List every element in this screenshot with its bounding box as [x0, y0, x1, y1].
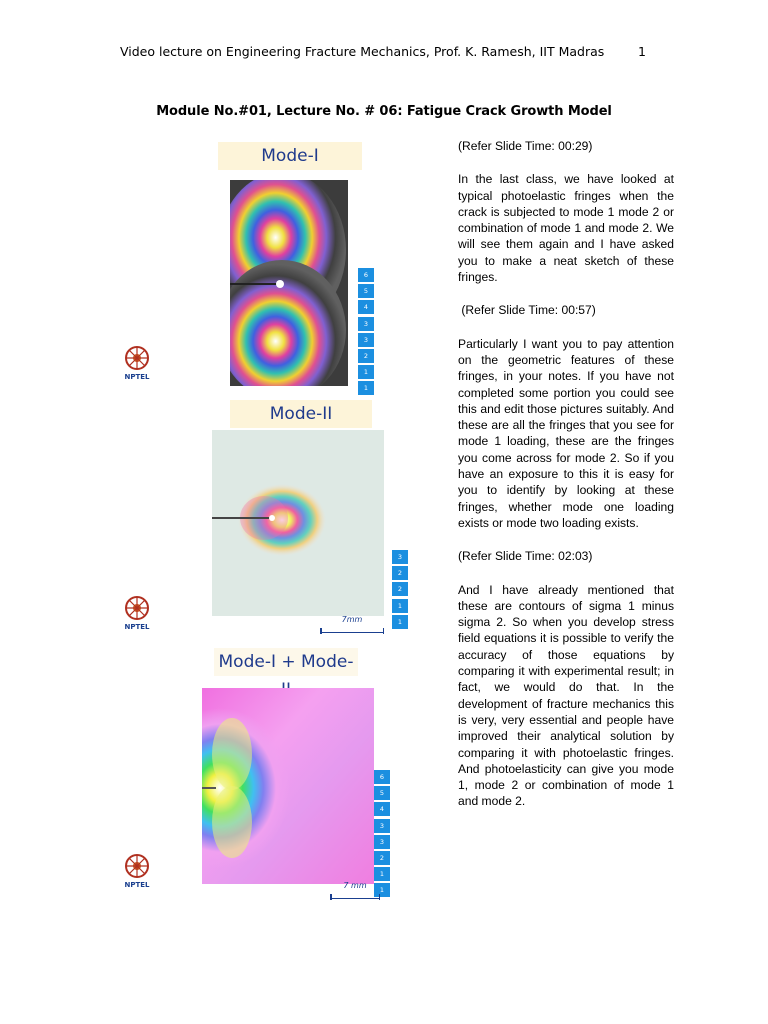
scale-cell: 1 [358, 381, 374, 395]
scale-cell: 2 [392, 582, 408, 596]
paragraph: Particularly I want you to pay attention on the geometric features of these fringes, in your notes. If you have not completed some portion you could see this and edit those pictures suitably. And these are all the fringes that you see for mode 1 loading, these are the fringes you come across for mode 2. So if you have an exposure to this it is easy for you to identify by looking at these fringes, whether mode one loading exists or mode two loading exists. [458, 336, 674, 530]
header-text: Video lecture on Engineering Fracture Mechanics, Prof. K. Ramesh, IIT Madras [120, 44, 605, 59]
scale-cell: 3 [374, 819, 390, 833]
logo-text: NPTEL [124, 623, 150, 631]
scale-cell: 6 [374, 770, 390, 784]
scale-cell: 1 [374, 867, 390, 881]
figure-mode-2 [118, 398, 448, 642]
scale-cell: 2 [392, 566, 408, 580]
scale-cell: 1 [358, 365, 374, 379]
text-column [458, 138, 674, 810]
scale-bar-label: 7mm [341, 615, 363, 624]
figure-label: Mode-II [230, 400, 372, 428]
paragraph: And I have already mentioned that these are contours of sigma 1 minus sigma 2. So when you develop stress field equations it is possible to verify the accuracy of those equations by comparing it with experimental result; in fact, we would do that. In the development of fracture mechanics this is very, very essential and people have improved their analytical solution by comparing it with photoelastic fringes. And photoelasticity can give you mode 1, mode 2 or combination of mode 1 and mode 2. [458, 582, 674, 809]
scale-cell: 6 [358, 268, 374, 282]
page-number: 1 [638, 44, 646, 59]
nptel-logo [120, 852, 154, 890]
scale-cell: 1 [392, 599, 408, 613]
scale-bar-label: 7 mm [343, 881, 367, 890]
figure-mode-1 [118, 138, 448, 393]
scale-cell: 2 [374, 851, 390, 865]
mode-2-fringe-photo [212, 430, 384, 616]
scale-cell: 4 [374, 802, 390, 816]
scale-bar [330, 881, 380, 899]
figure-label: Mode-I + Mode- [214, 648, 358, 676]
scale-cell: 5 [358, 284, 374, 298]
scale-cell: 3 [358, 333, 374, 347]
scale-cell: 2 [358, 349, 374, 363]
figure-label: Mode-I [218, 142, 362, 170]
nptel-logo [120, 594, 154, 632]
document-title: Module No.#01, Lecture No. # 06: Fatigue Crack Growth Model [156, 104, 612, 119]
scale-cell: 5 [374, 786, 390, 800]
scale-cell: 3 [374, 835, 390, 849]
scale-bar [320, 615, 384, 633]
fringe-order-scale [358, 268, 374, 398]
scale-cell: 1 [374, 883, 390, 897]
scale-cell: 3 [392, 550, 408, 564]
page-header [120, 44, 648, 64]
figure-mixed-mode [118, 648, 448, 900]
paragraph: In the last class, we have looked at typical photoelastic fringes when the crack is subjected to mode 1 mode 2 or combination of mode 1 and mode 2. We will see them again and I have asked you to make a neat sketch of these fringes. [458, 172, 674, 285]
mode-1-fringe-photo [230, 180, 348, 386]
logo-text: NPTEL [124, 881, 150, 889]
refer-slide-time: (Refer Slide Time: 00:57) [458, 303, 596, 318]
scale-cell: 3 [358, 317, 374, 331]
refer-slide-time: (Refer Slide Time: 00:29) [458, 139, 593, 153]
refer-slide-time: (Refer Slide Time: 02:03) [458, 549, 593, 564]
fringe-order-scale [392, 550, 408, 631]
mixed-mode-fringe-photo [202, 688, 374, 884]
logo-text: NPTEL [124, 373, 150, 381]
scale-cell: 1 [392, 615, 408, 629]
nptel-logo [120, 344, 154, 382]
scale-cell: 4 [358, 300, 374, 314]
